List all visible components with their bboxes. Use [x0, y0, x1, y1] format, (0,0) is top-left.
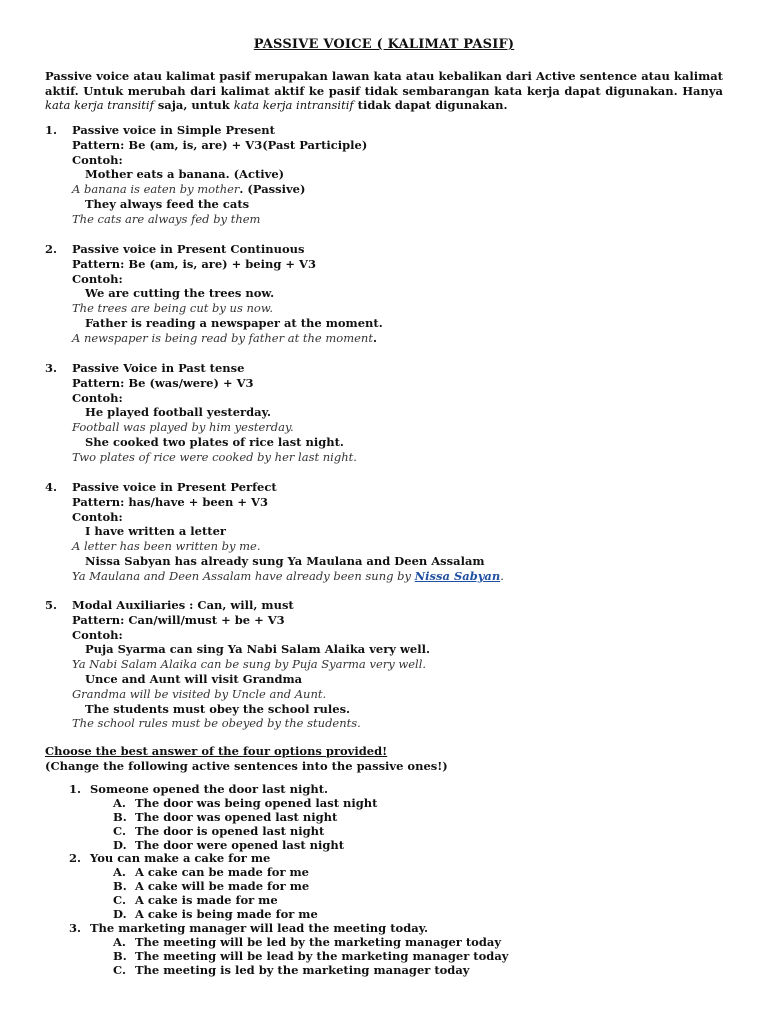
quiz-instructions — [45, 744, 448, 773]
active-example: Mother eats a banana. (Active) — [85, 167, 285, 182]
passive-example: Two plates of rice were cooked by her last night. — [72, 449, 357, 464]
active-example: Puja Syarma can sing Ya Nabi Salam Alaika very well. — [85, 642, 430, 657]
section-number: 1. — [45, 123, 58, 137]
active-example: Father is reading a newspaper at the moment. — [85, 315, 383, 330]
intro-term-intransitive: kata kerja intransitif — [233, 98, 354, 112]
passive-example: The school rules must be obeyed by the students. — [72, 716, 361, 731]
active-example: I have written a letter — [85, 524, 226, 539]
section-present-continuous — [45, 242, 735, 346]
section-contoh: Contoh: — [72, 390, 123, 405]
question: 3. The marketing manager will lead the meeting today. — [69, 920, 429, 935]
quiz-instruction: Choose the best answer of the four options provided! — [45, 744, 388, 758]
section-contoh: Contoh: — [72, 271, 123, 286]
answer-option[interactable]: D. A cake is being made for me — [113, 907, 318, 922]
answer-option[interactable]: A. A cake can be made for me — [113, 865, 309, 880]
section-number: 2. — [45, 242, 58, 256]
passive-example: Ya Maulana and Deen Assalam have already been sung by Nissa Sabyan. — [72, 568, 504, 583]
section-pattern: Pattern: Be (am, is, are) + V3(Past Participle) — [72, 137, 368, 152]
answer-option[interactable]: A. The door was being opened last night — [113, 795, 378, 810]
answer-option[interactable]: C. The meeting is led by the marketing manager today — [113, 962, 470, 977]
intro-paragraph — [45, 69, 723, 113]
passive-example: A banana is eaten by mother. (Passive) — [72, 182, 306, 197]
section-simple-present — [45, 123, 735, 227]
answer-option[interactable]: C. The door is opened last night — [113, 823, 325, 838]
active-example: Unce and Aunt will visit Grandma — [85, 671, 303, 686]
section-pattern: Pattern: Can/will/must + be + V3 — [72, 612, 285, 627]
section-heading: Passive voice in Simple Present — [72, 123, 275, 137]
answer-option[interactable]: B. The door was opened last night — [113, 809, 338, 824]
quiz-questions — [45, 783, 735, 977]
active-example: They always feed the cats — [85, 196, 250, 211]
passive-example: The trees are being cut by us now. — [72, 301, 273, 316]
intro-text-1: Passive voice atau kalimat pasif merupakan lawan kata atau kebalikan dari Active sentence atau kalimat aktif. Untuk merubah dari kalimat aktif ke pasif tidak sembarangan kata kerja dapat digunakan. Hanya — [45, 69, 723, 98]
answer-option[interactable]: C. A cake is made for me — [113, 893, 278, 908]
section-contoh: Contoh: — [72, 152, 123, 167]
question: 1. Someone opened the door last night. — [69, 782, 329, 796]
passive-example: Football was played by him yesterday. — [72, 420, 294, 435]
intro-text-2: saja, untuk — [153, 98, 234, 112]
section-heading: Passive voice in Present Continuous — [72, 242, 305, 256]
section-heading: Passive voice in Present Perfect — [72, 480, 277, 494]
section-pattern: Pattern: Be (was/were) + V3 — [72, 375, 254, 390]
passive-example: Grandma will be visited by Uncle and Aunt. — [72, 686, 327, 701]
section-heading: Modal Auxiliaries : Can, will, must — [72, 598, 294, 612]
section-heading: Passive Voice in Past tense — [72, 361, 245, 375]
question: 2. You can make a cake for me — [69, 851, 271, 866]
section-number: 3. — [45, 361, 58, 375]
section-contoh: Contoh: — [72, 509, 123, 524]
passive-example: A letter has been written by me. — [72, 539, 261, 554]
passive-example: Ya Nabi Salam Alaika can be sung by Puja Syarma very well. — [72, 657, 427, 672]
section-modal-auxiliaries — [45, 598, 735, 731]
intro-text-3: tidak dapat digunakan. — [353, 98, 508, 112]
active-example: Nissa Sabyan has already sung Ya Maulana and Deen Assalam — [85, 553, 485, 568]
section-present-perfect — [45, 480, 735, 584]
nissa-sabyan-link[interactable]: Nissa Sabyan — [414, 568, 501, 583]
passive-example: The cats are always fed by them — [72, 211, 261, 226]
section-number: 4. — [45, 480, 58, 494]
section-past-tense — [45, 361, 735, 465]
answer-option[interactable]: A. The meeting will be led by the marketing manager today — [113, 934, 502, 949]
intro-term-transitive: kata kerja transitif — [45, 98, 154, 112]
section-pattern: Pattern: has/have + been + V3 — [72, 494, 268, 509]
quiz-subinstruction: (Change the following active sentences into the passive ones!) — [45, 758, 448, 773]
section-contoh: Contoh: — [72, 627, 123, 642]
active-example: She cooked two plates of rice last night. — [85, 434, 344, 449]
answer-option[interactable]: B. A cake will be made for me — [113, 879, 310, 894]
active-example: He played football yesterday. — [85, 405, 271, 420]
passive-example: A newspaper is being read by father at the moment. — [72, 330, 377, 345]
section-pattern: Pattern: Be (am, is, are) + being + V3 — [72, 256, 316, 271]
page-title: PASSIVE VOICE ( KALIMAT PASIF) — [253, 37, 515, 52]
answer-option[interactable]: D. The door were opened last night — [113, 837, 345, 852]
active-example: The students must obey the school rules. — [85, 701, 351, 716]
active-example: We are cutting the trees now. — [85, 286, 275, 301]
section-number: 5. — [45, 598, 58, 612]
answer-option[interactable]: B. The meeting will be lead by the marketing manager today — [113, 948, 509, 963]
